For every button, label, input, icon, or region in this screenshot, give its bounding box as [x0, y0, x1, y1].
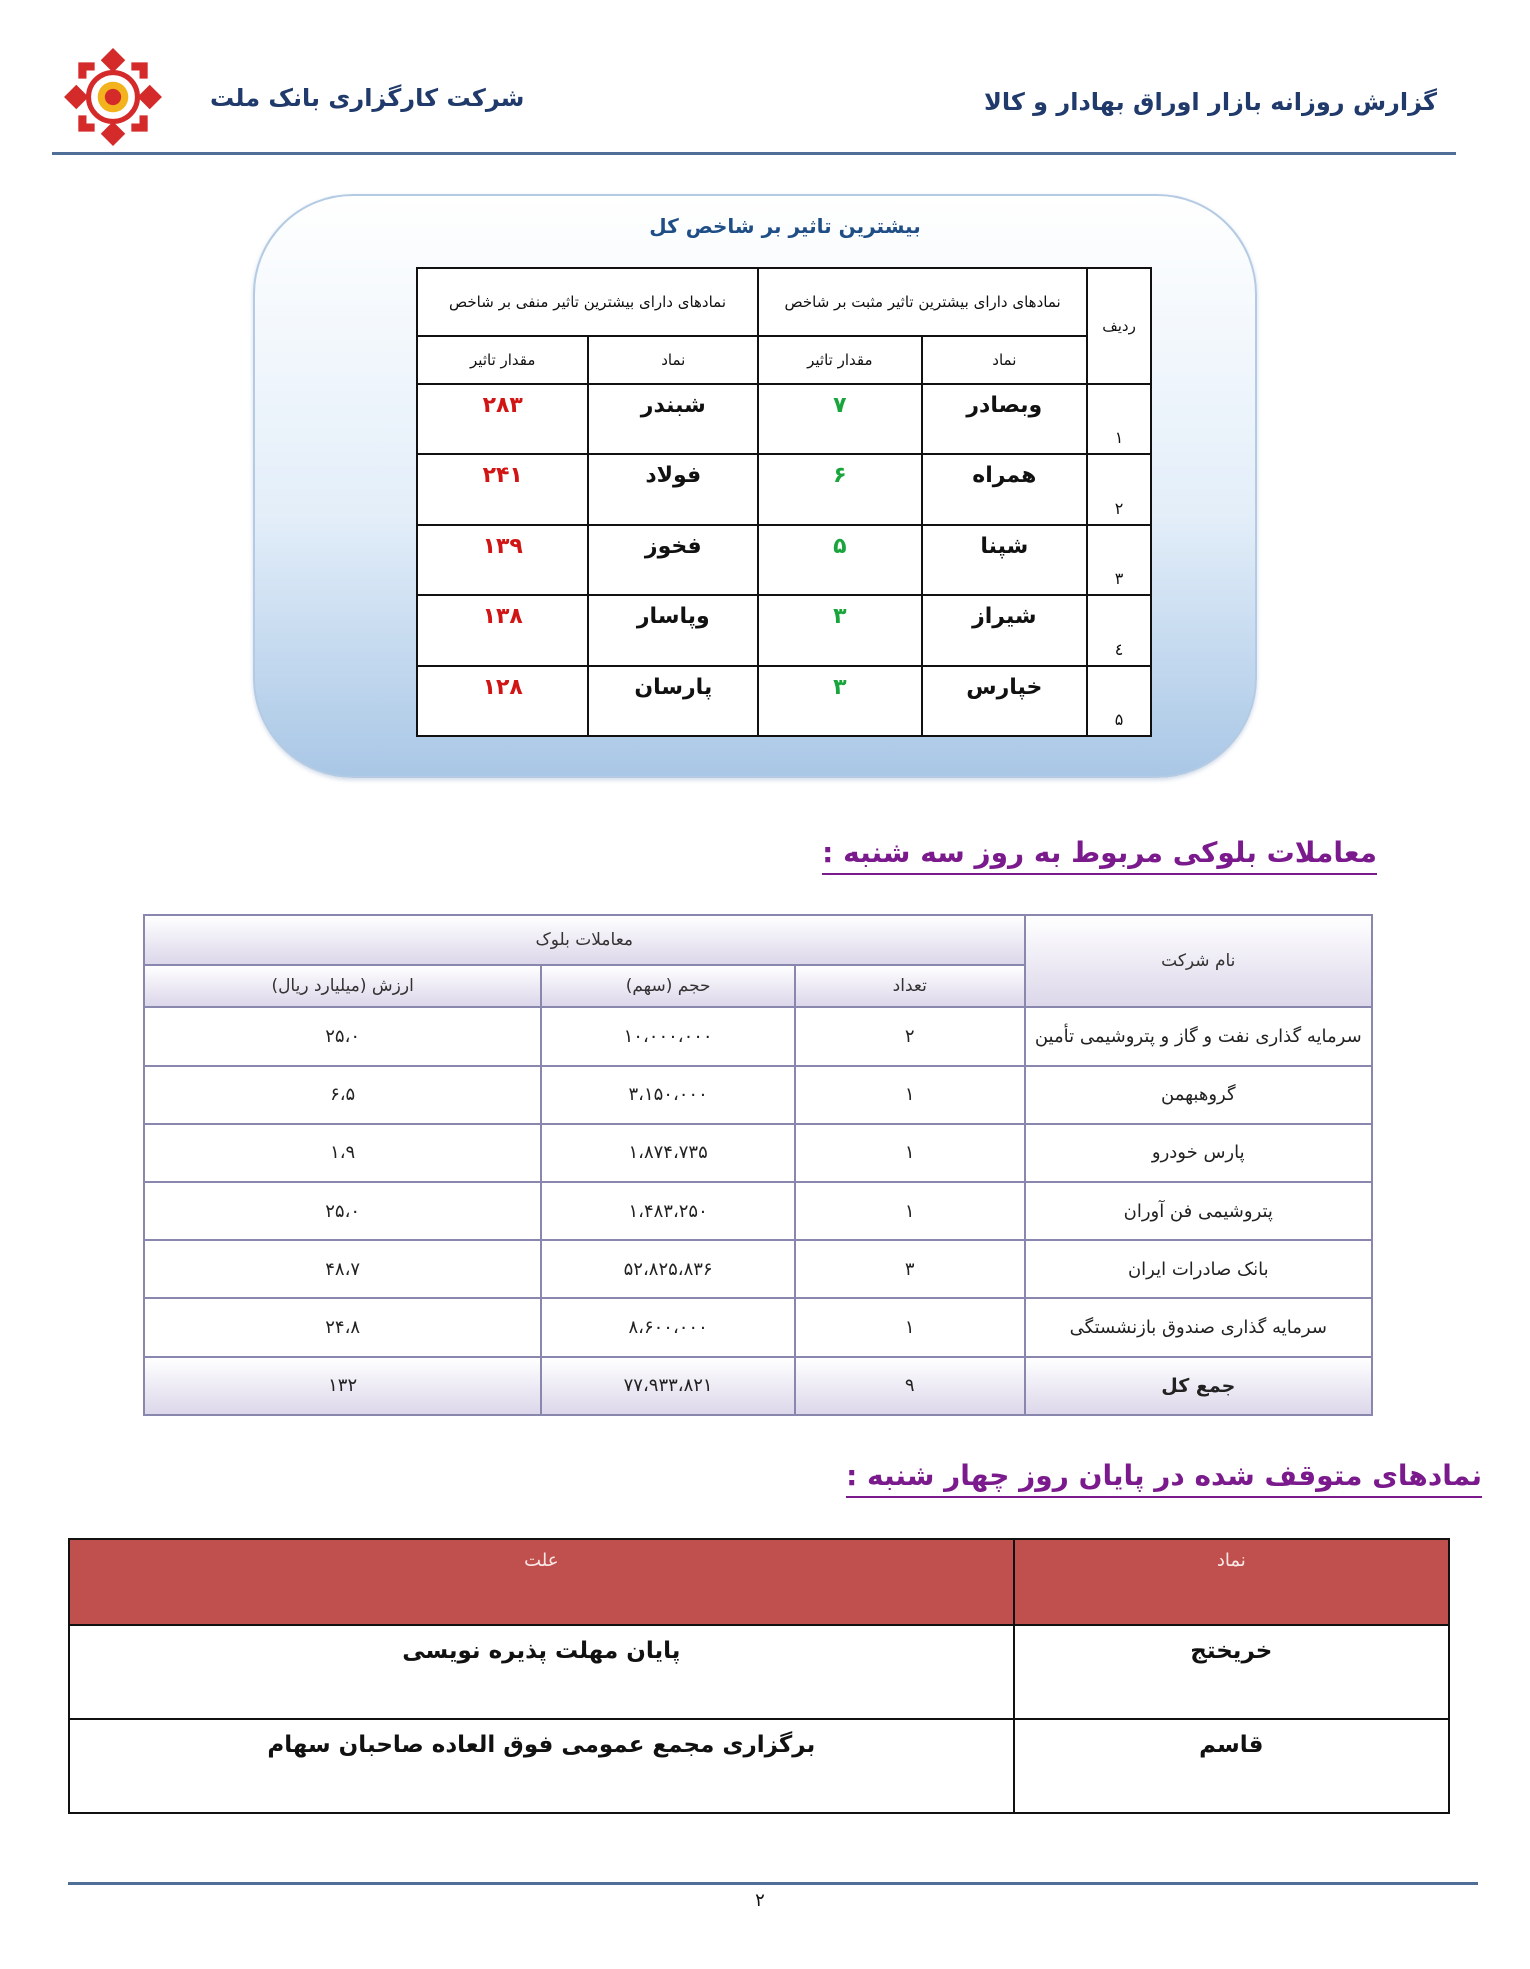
negative-symbol: فولاد: [588, 454, 758, 524]
suspended-symbol: خریختج: [1014, 1625, 1449, 1719]
table-row: [144, 1007, 1372, 1065]
value-cell: ۲۵،۰: [144, 1182, 541, 1240]
count-cell: ۱: [795, 1124, 1025, 1182]
table-row: [69, 1625, 1449, 1719]
block-trades-group-header: معاملات بلوک: [144, 915, 1025, 965]
negative-symbol: شبندر: [588, 384, 758, 454]
company-name-cell: بانک صادرات ایران: [1025, 1240, 1372, 1298]
col-value-header: ارزش (میلیارد ریال): [144, 965, 541, 1007]
col-count-header: تعداد: [795, 965, 1025, 1007]
value-cell: ۲۴،۸: [144, 1298, 541, 1356]
col-symbol-header: نماد: [922, 336, 1088, 384]
volume-cell: ۱،۸۷۴،۷۳۵: [541, 1124, 795, 1182]
col-row-header: ردیف: [1087, 268, 1151, 384]
positive-value: ۳: [758, 595, 921, 665]
volume-cell: ۱۰،۰۰۰،۰۰۰: [541, 1007, 795, 1065]
suspended-symbols-heading: نمادهای متوقف شده در پایان روز چهار شنبه :: [846, 1459, 1482, 1498]
table-row: [144, 1240, 1372, 1298]
total-value: ۱۳۲: [144, 1357, 541, 1415]
negative-value: ۱۳۹: [417, 525, 588, 595]
count-cell: ۱: [795, 1298, 1025, 1356]
negative-symbol: پارسان: [588, 666, 758, 736]
negative-value: ۲۸۳: [417, 384, 588, 454]
total-count: ۹: [795, 1357, 1025, 1415]
value-cell: ۱،۹: [144, 1124, 541, 1182]
bank-mellat-logo: [62, 46, 164, 148]
positive-symbol: وبصادر: [922, 384, 1088, 454]
index-impact-title: بیشترین تاثیر بر شاخص کل: [649, 214, 921, 238]
value-cell: ۶،۵: [144, 1066, 541, 1124]
suspended-symbols-table: [68, 1538, 1450, 1814]
index-impact-table: [416, 267, 1152, 737]
block-trades-table: [143, 914, 1373, 1416]
negative-impact-header: نمادهای دارای بیشترین تاثیر منفی بر شاخص: [417, 268, 758, 336]
company-name-cell: گروهبهمن: [1025, 1066, 1372, 1124]
col-amount-header: مقدار تاثیر: [417, 336, 588, 384]
row-number: ۱: [1087, 384, 1151, 454]
suspended-symbol: قاسم: [1014, 1719, 1449, 1813]
col-amount-header: مقدار تاثیر: [758, 336, 921, 384]
company-name-cell: پارس خودرو: [1025, 1124, 1372, 1182]
volume-cell: ۱،۴۸۳،۲۵۰: [541, 1182, 795, 1240]
value-cell: ۲۵،۰: [144, 1007, 541, 1065]
positive-value: ۵: [758, 525, 921, 595]
table-row: [144, 1298, 1372, 1356]
col-company-header: نام شرکت: [1025, 915, 1372, 1007]
col-volume-header: حجم (سهم): [541, 965, 795, 1007]
total-row: [144, 1357, 1372, 1415]
report-title: گزارش روزانه بازار اوراق بهادار و کالا: [983, 88, 1437, 116]
row-number: ٤: [1087, 595, 1151, 665]
negative-symbol: وپاسار: [588, 595, 758, 665]
row-number: ۵: [1087, 666, 1151, 736]
suspension-reason: برگزاری مجمع عمومی فوق العاده صاحبان سهام: [69, 1719, 1014, 1813]
table-row: [144, 1182, 1372, 1240]
company-name: شرکت کارگزاری بانک ملت: [210, 84, 525, 112]
positive-symbol: شیراز: [922, 595, 1088, 665]
col-symbol-header: نماد: [588, 336, 758, 384]
total-volume: ۷۷،۹۳۳،۸۲۱: [541, 1357, 795, 1415]
positive-impact-header: نمادهای دارای بیشترین تاثیر مثبت بر شاخص: [758, 268, 1087, 336]
negative-value: ۱۲۸: [417, 666, 588, 736]
total-label: جمع کل: [1025, 1357, 1372, 1415]
volume-cell: ۸،۶۰۰،۰۰۰: [541, 1298, 795, 1356]
positive-symbol: خپارس: [922, 666, 1088, 736]
table-row: [144, 1124, 1372, 1182]
row-number: ۳: [1087, 525, 1151, 595]
page-number: ۲: [755, 1890, 765, 1911]
table-row: [417, 454, 1151, 524]
row-number: ۲: [1087, 454, 1151, 524]
positive-value: ۶: [758, 454, 921, 524]
count-cell: ۱: [795, 1182, 1025, 1240]
company-name-cell: پتروشیمی فن آوران: [1025, 1182, 1372, 1240]
table-row: [417, 525, 1151, 595]
table-row: [417, 595, 1151, 665]
positive-symbol: همراه: [922, 454, 1088, 524]
value-cell: ۴۸،۷: [144, 1240, 541, 1298]
table-row: [69, 1719, 1449, 1813]
negative-symbol: فخوز: [588, 525, 758, 595]
table-row: [144, 1066, 1372, 1124]
negative-value: ۲۴۱: [417, 454, 588, 524]
footer-divider: [68, 1882, 1478, 1885]
company-name-cell: سرمایه گذاری نفت و گاز و پتروشیمی تأمین: [1025, 1007, 1372, 1065]
positive-value: ۷: [758, 384, 921, 454]
table-row: [417, 666, 1151, 736]
count-cell: ۲: [795, 1007, 1025, 1065]
count-cell: ۱: [795, 1066, 1025, 1124]
col-reason-header: علت: [69, 1539, 1014, 1625]
volume-cell: ۵۲،۸۲۵،۸۳۶: [541, 1240, 795, 1298]
block-trades-heading: معاملات بلوکی مربوط به روز سه شنبه :: [822, 836, 1377, 875]
header-divider: [52, 152, 1456, 155]
col-symbol-header: نماد: [1014, 1539, 1449, 1625]
negative-value: ۱۳۸: [417, 595, 588, 665]
positive-value: ۳: [758, 666, 921, 736]
volume-cell: ۳،۱۵۰،۰۰۰: [541, 1066, 795, 1124]
company-name-cell: سرمایه گذاری صندوق بازنشستگی: [1025, 1298, 1372, 1356]
table-row: [417, 384, 1151, 454]
suspension-reason: پایان مهلت پذیره نویسی: [69, 1625, 1014, 1719]
positive-symbol: شپنا: [922, 525, 1088, 595]
count-cell: ۳: [795, 1240, 1025, 1298]
